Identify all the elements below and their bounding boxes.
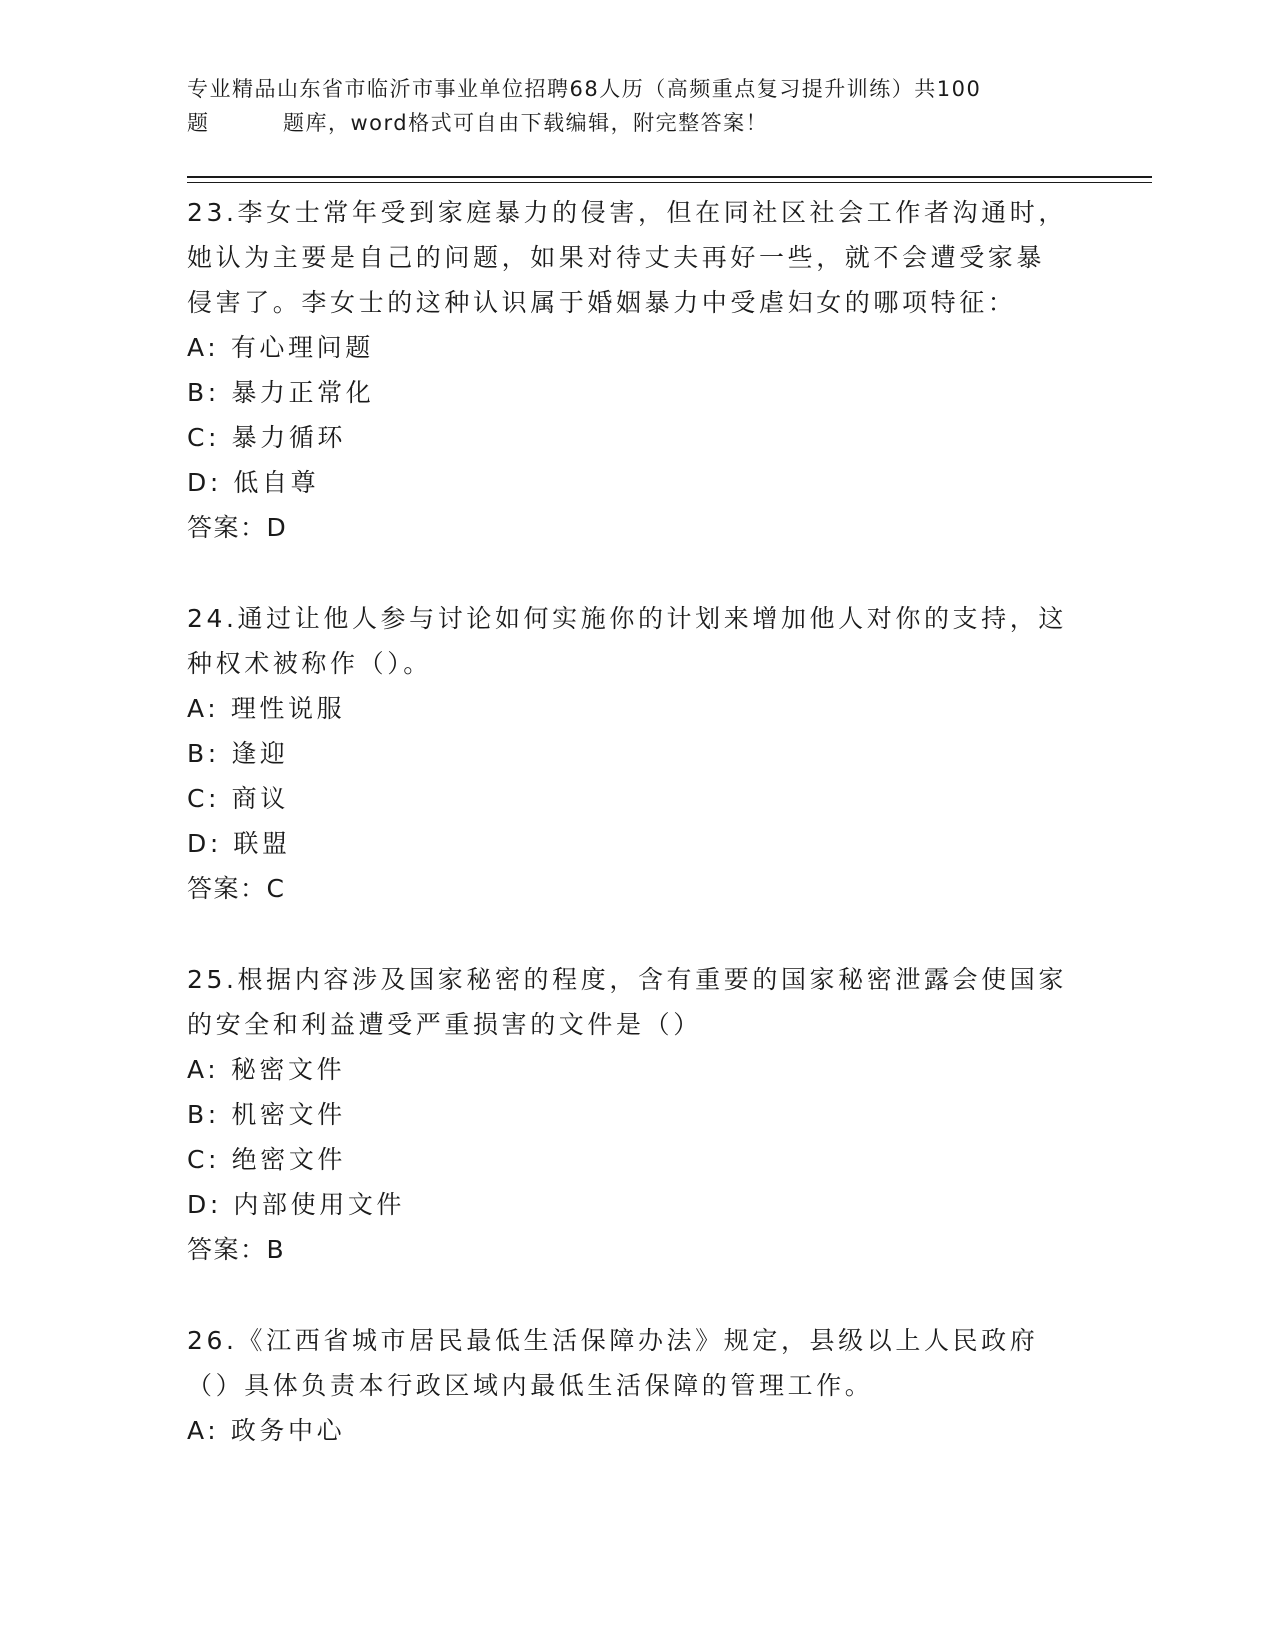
option-c: C: 绝密文件 (187, 1145, 347, 1174)
option-c: C: 商议 (187, 784, 289, 813)
header-line2-lead: 题 (187, 111, 210, 135)
option-d: D: 低自尊 (187, 468, 320, 497)
header-title-line2 (187, 106, 1067, 140)
header-rule-thick (187, 176, 1152, 178)
option-a: A: 有心理问题 (187, 333, 374, 362)
question-stem: 26.《江西省城市居民最低生活保障办法》规定，县级以上人民政府（）具体负责本行政区域内最低生活保障的管理工作。 (187, 1326, 1039, 1400)
question-24 (187, 596, 1067, 911)
question-stem: 24.通过让他人参与讨论如何实施你的计划来增加他人对你的支持，这种权术被称作（）。 (187, 604, 1067, 678)
question-26 (187, 1318, 1067, 1453)
option-b: B: 机密文件 (187, 1100, 346, 1129)
question-stem: 23.李女士常年受到家庭暴力的侵害，但在同社区社会工作者沟通时，她认为主要是自己的问题，如果对待丈夫再好一些，就不会遭受家暴侵害了。李女士的这种认识属于婚姻暴力中受虐妇女的哪项特征： (187, 198, 1067, 317)
question-25 (187, 957, 1067, 1272)
question-23 (187, 190, 1067, 550)
option-b: B: 逢迎 (187, 739, 289, 768)
option-d: D: 内部使用文件 (187, 1190, 406, 1219)
page-header (187, 72, 1067, 140)
answer-line: 答案：B (187, 1235, 286, 1264)
question-list (187, 190, 1067, 1499)
option-d: D: 联盟 (187, 829, 291, 858)
header-rule-thin (187, 182, 1152, 183)
question-stem: 25.根据内容涉及国家秘密的程度，含有重要的国家秘密泄露会使国家的安全和利益遭受严重损害的文件是（） (187, 965, 1067, 1039)
option-a: A: 理性说服 (187, 694, 346, 723)
option-b: B: 暴力正常化 (187, 378, 375, 407)
answer-line: 答案：D (187, 513, 288, 542)
header-title-line1: 专业精品山东省市临沂市事业单位招聘68人历（高频重点复习提升训练）共100 (187, 77, 982, 101)
option-a: A: 政务中心 (187, 1416, 346, 1445)
header-line2-text: 题库，word格式可自由下载编辑，附完整答案！ (283, 111, 769, 135)
option-a: A: 秘密文件 (187, 1055, 346, 1084)
answer-line: 答案：C (187, 874, 286, 903)
option-c: C: 暴力循环 (187, 423, 347, 452)
